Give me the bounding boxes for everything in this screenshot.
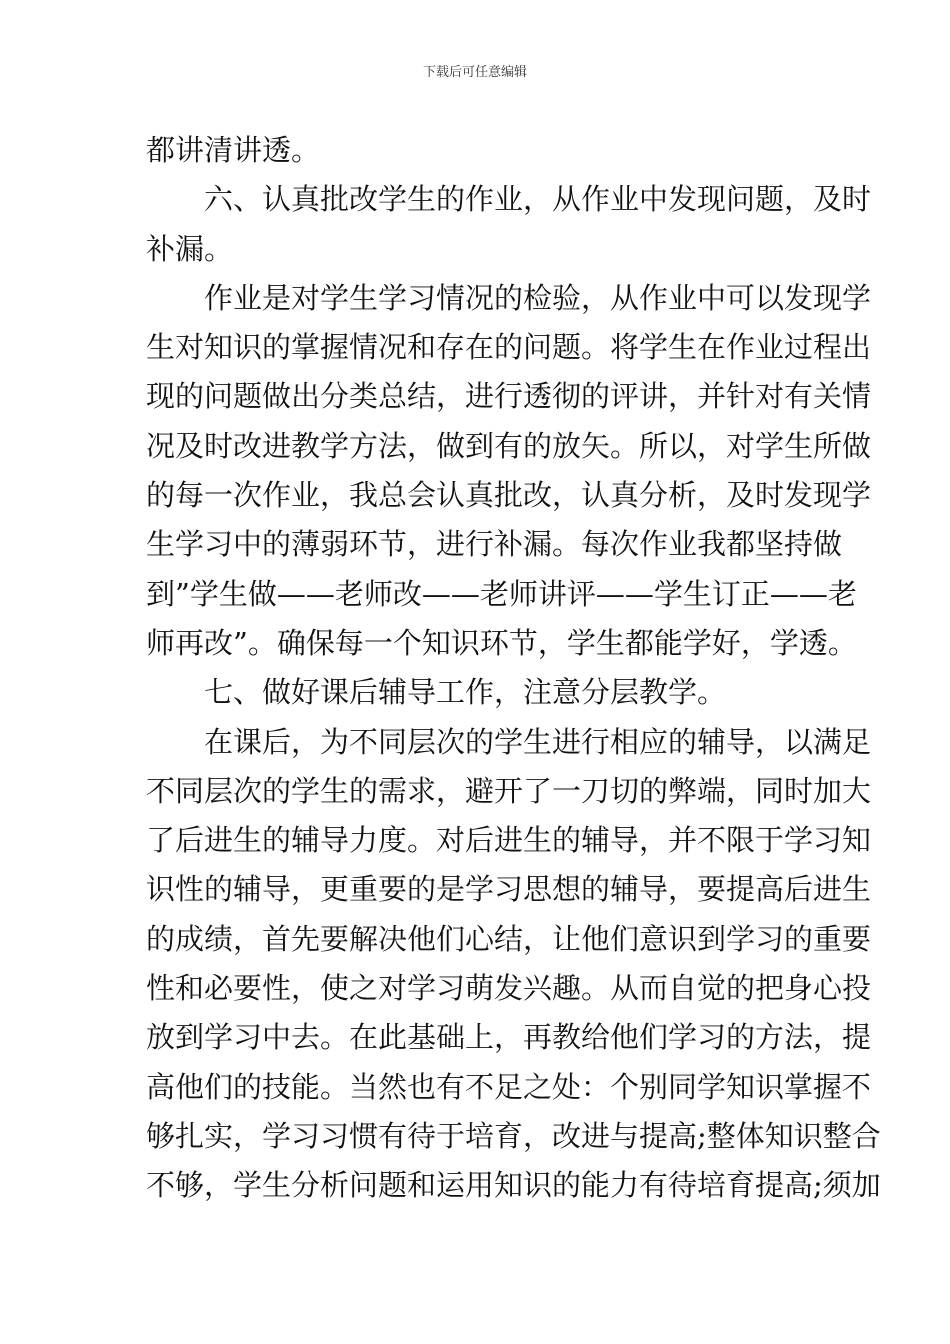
text-line: 的每一次作业，我总会认真批改，认真分析，及时发现学 (146, 478, 872, 513)
text-line: 都讲清讲透。 (146, 133, 321, 167)
text-line: 够扎实，学习习惯有待于培育，改进与提高;整体知识整合 (146, 1118, 881, 1153)
text-line: 六、认真批改学生的作业，从作业中发现问题，及时 (204, 182, 872, 217)
text-line: 性和必要性，使之对学习萌发兴趣。从而自觉的把身心投 (146, 971, 872, 1006)
text-line: 七、做好课后辅导工作，注意分层教学。 (204, 675, 727, 710)
text-line: 生对知识的掌握情况和存在的问题。将学生在作业过程出 (146, 330, 872, 365)
document-body (146, 126, 881, 1211)
text-line: 师再改”。确保每一个知识环节，学生都能学好，学透。 (146, 625, 857, 660)
text-line: 况及时改进教学方法，做到有的放矢。所以，对学生所做 (146, 428, 872, 463)
text-line: 识性的辅导，更重要的是学习思想的辅导，要提高后进生 (146, 872, 872, 907)
text-line: 不同层次的学生的需求，避开了一刀切的弊端，同时加大 (146, 773, 872, 808)
page-header: 下载后可任意编辑 (422, 65, 527, 80)
text-line: 补漏。 (146, 231, 234, 266)
text-line: 作业是对学生学习情况的检验，从作业中可以发现学 (204, 280, 872, 315)
text-line: 放到学习中去。在此基础上，再教给他们学习的方法，提 (146, 1020, 872, 1055)
text-line: 现的问题做出分类总结，进行透彻的评讲，并针对有关情 (146, 379, 872, 414)
text-line: 了后进生的辅导力度。对后进生的辅导，并不限于学习知 (146, 823, 872, 858)
text-line: 高他们的技能。当然也有不足之处：个别同学知识掌握不 (146, 1069, 872, 1104)
text-line: 不够，学生分析问题和运用知识的能力有待培育提高;须加 (146, 1168, 881, 1203)
text-line: 到”学生做——老师改——老师讲评——学生订正——老 (146, 576, 857, 611)
text-line: 在课后，为不同层次的学生进行相应的辅导，以满足 (204, 724, 872, 759)
text-line: 生学习中的薄弱环节，进行补漏。每次作业我都坚持做 (146, 527, 843, 562)
text-line: 的成绩，首先要解决他们心结，让他们意识到学习的重要 (146, 921, 872, 956)
